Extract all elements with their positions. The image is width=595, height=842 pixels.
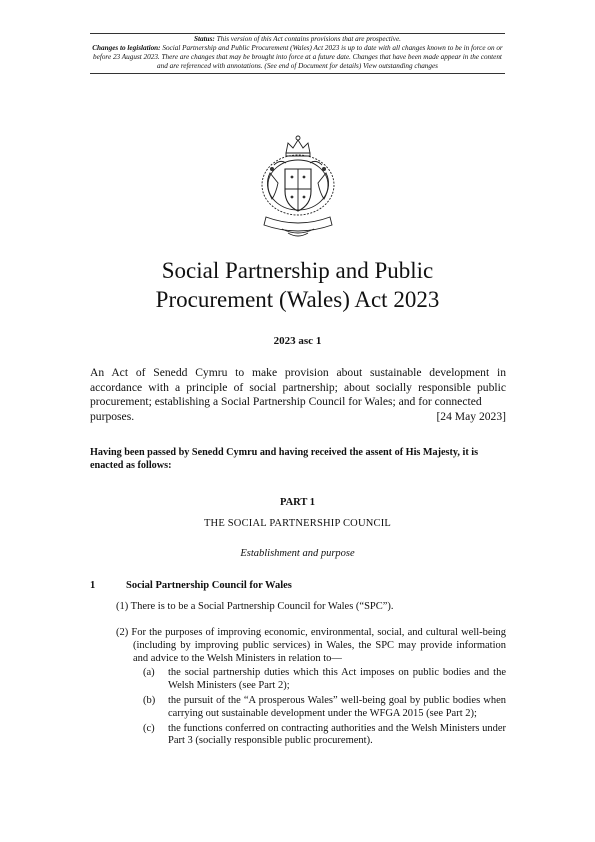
royal-crest-icon: [252, 133, 344, 241]
paragraph-a: [116, 667, 506, 693]
status-text: This version of this Act contains provisions that are prospective.: [216, 35, 401, 43]
subsection-1: (1) There is to be a Social Partnership Council for Wales (“SPC”).: [116, 601, 394, 612]
changes-label: Changes to legislation:: [92, 44, 161, 52]
paragraph-number: (c): [143, 722, 155, 734]
assent-date: [24 May 2023]: [436, 409, 506, 423]
subsection-2-text: (2) For the purposes of improving economic, environmental, social, and cultural well-being (including by improving public services) in Wales, the SPC may provide information and advice to the Welsh Ministers in relation to—: [116, 627, 506, 664]
paragraph-c: [116, 723, 506, 749]
long-title-final-line: [90, 410, 506, 425]
long-title-end: purposes.: [90, 409, 135, 423]
paragraph-number: (a): [143, 667, 155, 679]
act-title: [60, 256, 535, 314]
changes-line: [90, 44, 505, 71]
status-banner: [90, 33, 505, 74]
title-line-2: Procurement (Wales) Act 2023: [155, 287, 440, 312]
long-title: [90, 366, 506, 424]
section-number: 1: [90, 580, 96, 591]
part-title: THE SOCIAL PARTNERSHIP COUNCIL: [203, 518, 392, 529]
paragraph-text: the pursuit of the “A prosperous Wales” well-being goal by public bodies when carrying out sustainable development under the WFGA 2015 (see Part 2);: [168, 694, 506, 719]
subsection-2: [116, 627, 506, 748]
paragraph-number: (b): [143, 694, 156, 706]
section-heading: [90, 580, 292, 591]
status-line: [90, 35, 505, 44]
crossheading: Establishment and purpose: [240, 548, 355, 559]
act-citation: 2023 asc 1: [273, 335, 322, 347]
section-title: Social Partnership Council for Wales: [126, 580, 292, 591]
long-title-text: An Act of Senedd Cymru to make provision about sustainable development in accordance with a principle of social partnership; about socially responsible public procurement; establishing a Social Partnership Council for Wales; and for connected: [90, 366, 506, 408]
paragraph-b: [116, 695, 506, 721]
enacting-formula: Having been passed by Senedd Cymru and having received the assent of His Majesty, it is enacted as follows:: [90, 447, 479, 471]
paragraph-text: the functions conferred on contracting authorities and the Welsh Ministers under Part 3 (socially responsible public procurement).: [168, 722, 506, 747]
paragraph-text: the social partnership duties which this Act imposes on public bodies and the Welsh Ministers (see Part 2);: [168, 667, 506, 692]
part-number: PART 1: [279, 497, 316, 508]
title-line-1: Social Partnership and Public: [161, 258, 434, 283]
status-label: Status:: [194, 35, 215, 43]
changes-text: Social Partnership and Public Procurement (Wales) Act 2023 is up to date with all changes known to be in force on or before 23 August 2023. There are changes that may be brought into force at a future date. Changes that have been made appear in the content and are referenced with annotations. (See end of Document for details) View outstanding changes: [93, 44, 503, 70]
